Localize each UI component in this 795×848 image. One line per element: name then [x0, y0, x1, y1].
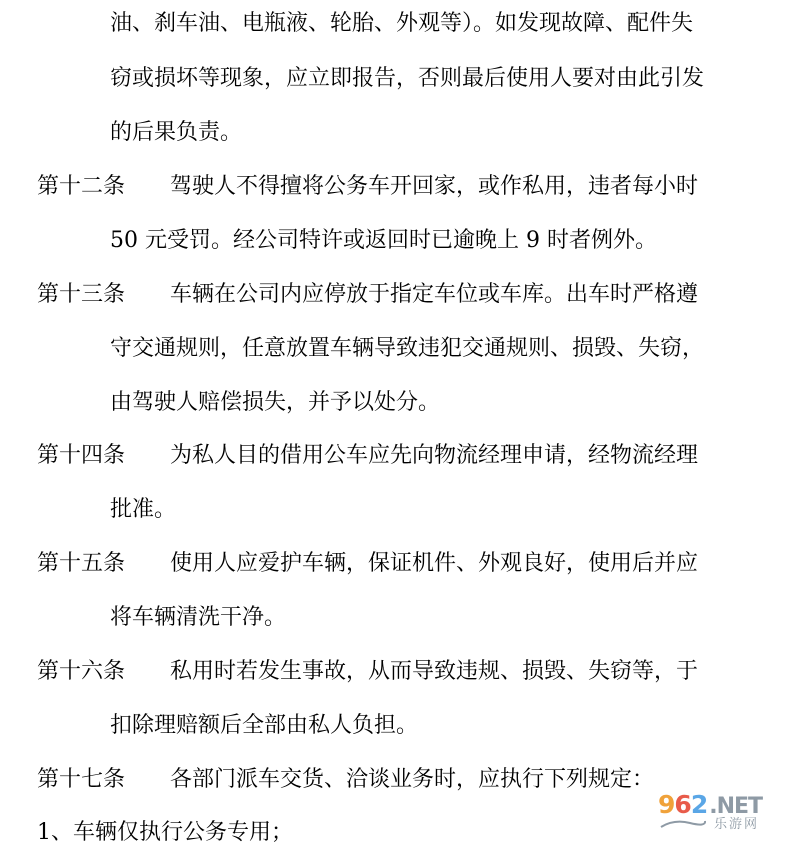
paragraph-line: 由驾驶人赔偿损失，并予以处分。 — [110, 390, 441, 415]
watermark-logo — [654, 788, 790, 836]
paragraph-line: 扣除理赔额后全部由私人负担。 — [110, 713, 419, 738]
article-number: 第十二条 — [37, 174, 126, 199]
paragraph-line: 将车辆清洗干净。 — [110, 605, 287, 630]
watermark-swoosh-icon — [660, 818, 706, 830]
article-number: 第十六条 — [37, 659, 126, 684]
paragraph-line: 窃或损坏等现象，应立即报告，否则最后使用人要对由此引发 — [110, 66, 705, 91]
article-number: 第十七条 — [37, 767, 126, 792]
article-text: 为私人目的借用公车应先向物流经理申请，经物流经理 — [170, 443, 699, 468]
list-item: 1、车辆仅执行公务专用； — [37, 820, 293, 845]
article-text: 驾驶人不得擅将公务车开回家，或作私用，违者每小时 — [170, 174, 699, 199]
paragraph-line: 油、刹车油、电瓶液、轮胎、外观等）。如发现故障、配件失 — [110, 11, 694, 36]
article-14 — [0, 441, 795, 471]
article-number: 第十四条 — [37, 443, 126, 468]
article-text: 车辆在公司内应停放于指定车位或车库。出车时严格遵 — [170, 282, 699, 307]
article-text: 私用时若发生事故，从而导致违规、损毁、失窃等，于 — [170, 659, 699, 684]
paragraph-line: 批准。 — [110, 497, 177, 522]
article-13 — [0, 280, 795, 310]
article-text: 使用人应爱护车辆，保证机件、外观良好，使用后并应 — [170, 551, 699, 576]
article-12 — [0, 172, 795, 202]
article-number: 第十三条 — [37, 282, 126, 307]
article-text: 各部门派车交货、洽谈业务时，应执行下列规定： — [170, 767, 655, 792]
paragraph-line: 50 元受罚。经公司特许或返回时已逾晚上 9 时者例外。 — [110, 228, 657, 253]
paragraph-line: 的后果负责。 — [110, 120, 243, 145]
watermark-logo-text: 962.NET — [658, 790, 763, 819]
paragraph-line: 守交通规则，任意放置车辆导致违犯交通规则、损毁、失窃， — [110, 336, 705, 361]
article-number: 第十五条 — [37, 551, 126, 576]
watermark-subtitle: 乐游网 — [714, 817, 760, 832]
article-16 — [0, 657, 795, 687]
article-15 — [0, 549, 795, 579]
